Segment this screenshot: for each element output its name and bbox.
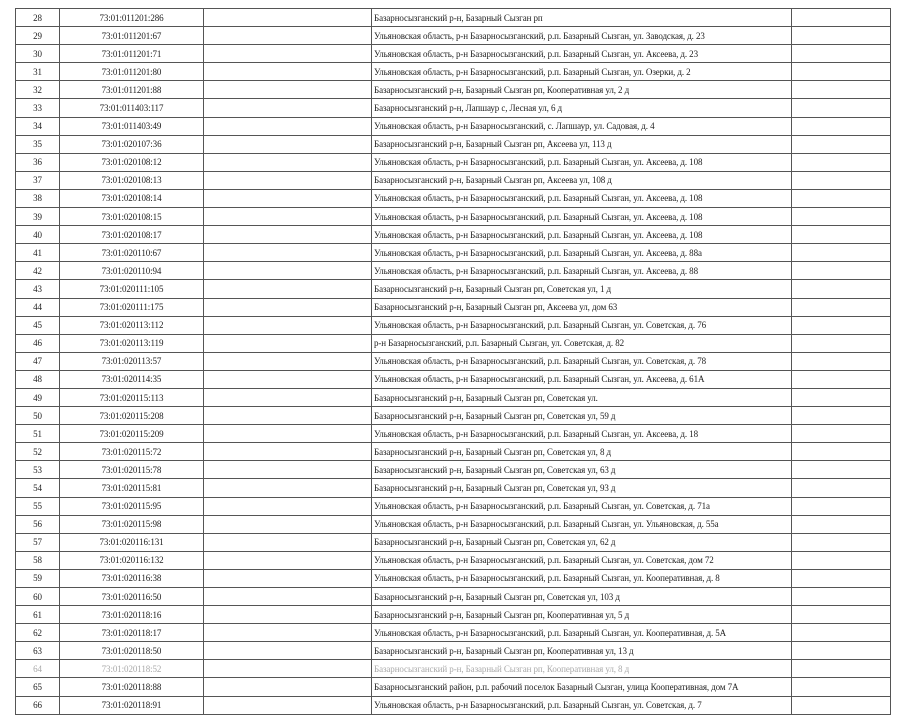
- empty-cell: [792, 696, 891, 714]
- address: Базарносызганский р-н, Базарный Сызган рп, Советская ул.: [372, 388, 792, 406]
- cadastral-number: 73:01:011403:117: [60, 99, 204, 117]
- table-row: [16, 533, 891, 551]
- row-number: 51: [16, 425, 60, 443]
- row-number: 32: [16, 81, 60, 99]
- table-row: [16, 334, 891, 352]
- table-row: [16, 280, 891, 298]
- cadastral-number: 73:01:020114:35: [60, 370, 204, 388]
- row-number: 50: [16, 407, 60, 425]
- row-number: 46: [16, 334, 60, 352]
- empty-cell: [204, 262, 372, 280]
- empty-cell: [204, 696, 372, 714]
- address: Ульяновская область, р-н Базарносызганский, с. Лапшаур, ул. Садовая, д. 4: [372, 117, 792, 135]
- table-row: [16, 407, 891, 425]
- empty-cell: [792, 479, 891, 497]
- empty-cell: [792, 316, 891, 334]
- cadastral-number: 73:01:020116:50: [60, 588, 204, 606]
- row-number: 36: [16, 153, 60, 171]
- table-row: [16, 208, 891, 226]
- row-number: 66: [16, 696, 60, 714]
- empty-cell: [204, 334, 372, 352]
- address: Базарносызганский р-н, Базарный Сызган рп, Советская ул, 63 д: [372, 461, 792, 479]
- empty-cell: [792, 660, 891, 678]
- empty-cell: [204, 135, 372, 153]
- row-number: 29: [16, 27, 60, 45]
- empty-cell: [792, 189, 891, 207]
- address: Базарносызганский р-н, Базарный Сызган рп, Аксеева ул, дом 63: [372, 298, 792, 316]
- empty-cell: [204, 226, 372, 244]
- empty-cell: [792, 497, 891, 515]
- empty-cell: [792, 45, 891, 63]
- empty-cell: [792, 63, 891, 81]
- address: Ульяновская область, р-н Базарносызганский, р.п. Базарный Сызган, ул. Аксеева, д. 108: [372, 153, 792, 171]
- address: Базарносызганский р-н, Базарный Сызган рп: [372, 9, 792, 27]
- empty-cell: [792, 551, 891, 569]
- empty-cell: [204, 678, 372, 696]
- row-number: 31: [16, 63, 60, 81]
- empty-cell: [204, 280, 372, 298]
- cadastral-number: 73:01:020108:13: [60, 171, 204, 189]
- empty-cell: [204, 588, 372, 606]
- empty-cell: [792, 642, 891, 660]
- property-table: [15, 8, 891, 715]
- cadastral-number: 73:01:020111:105: [60, 280, 204, 298]
- empty-cell: [204, 81, 372, 99]
- cadastral-number: 73:01:020116:38: [60, 569, 204, 587]
- cadastral-number: 73:01:020116:131: [60, 533, 204, 551]
- empty-cell: [792, 569, 891, 587]
- empty-cell: [204, 45, 372, 63]
- empty-cell: [204, 370, 372, 388]
- address: Базарносызганский р-н, Базарный Сызган рп, Советская ул, 1 д: [372, 280, 792, 298]
- empty-cell: [204, 443, 372, 461]
- table-row: [16, 515, 891, 533]
- cadastral-number: 73:01:020118:17: [60, 624, 204, 642]
- address: Ульяновская область, р-н Базарносызганский, р.п. Базарный Сызган, ул. Советская, д. 78: [372, 352, 792, 370]
- address: Ульяновская область, р-н Базарносызганский, р.п. Базарный Сызган, ул. Советская, д. 7: [372, 696, 792, 714]
- address: Базарносызганский р-н, Лапшаур с, Лесная ул, 6 д: [372, 99, 792, 117]
- address: Ульяновская область, р-н Базарносызганский, р.п. Базарный Сызган, ул. Аксеева, д. 108: [372, 226, 792, 244]
- row-number: 55: [16, 497, 60, 515]
- cadastral-number: 73:01:011201:88: [60, 81, 204, 99]
- empty-cell: [792, 515, 891, 533]
- table-row: [16, 606, 891, 624]
- cadastral-number: 73:01:011201:286: [60, 9, 204, 27]
- cadastral-number: 73:01:020113:119: [60, 334, 204, 352]
- table-row: [16, 443, 891, 461]
- row-number: 58: [16, 551, 60, 569]
- empty-cell: [792, 153, 891, 171]
- cadastral-number: 73:01:020118:52: [60, 660, 204, 678]
- row-number: 63: [16, 642, 60, 660]
- address: Базарносызганский р-н, Базарный Сызган рп, Советская ул, 62 д: [372, 533, 792, 551]
- cadastral-number: 73:01:020118:91: [60, 696, 204, 714]
- address: Ульяновская область, р-н Базарносызганский, р.п. Базарный Сызган, ул. Советская, дом 72: [372, 551, 792, 569]
- table-row: [16, 370, 891, 388]
- address: Ульяновская область, р-н Базарносызганский, р.п. Базарный Сызган, ул. Советская, д. 71а: [372, 497, 792, 515]
- empty-cell: [792, 99, 891, 117]
- empty-cell: [792, 226, 891, 244]
- address: Базарносызганский р-н, Базарный Сызган рп, Советская ул, 93 д: [372, 479, 792, 497]
- empty-cell: [792, 407, 891, 425]
- row-number: 61: [16, 606, 60, 624]
- row-number: 37: [16, 171, 60, 189]
- address: Базарносызганский р-н, Базарный Сызган рп, Кооперативная ул, 5 д: [372, 606, 792, 624]
- empty-cell: [792, 588, 891, 606]
- table-row: [16, 45, 891, 63]
- cadastral-number: 73:01:020113:57: [60, 352, 204, 370]
- empty-cell: [204, 479, 372, 497]
- cadastral-number: 73:01:020108:17: [60, 226, 204, 244]
- cadastral-number: 73:01:020107:36: [60, 135, 204, 153]
- empty-cell: [204, 624, 372, 642]
- address: Базарносызганский р-н, Базарный Сызган рп, Советская ул, 59 д: [372, 407, 792, 425]
- row-number: 30: [16, 45, 60, 63]
- empty-cell: [792, 443, 891, 461]
- empty-cell: [204, 551, 372, 569]
- cadastral-number: 73:01:020115:81: [60, 479, 204, 497]
- cadastral-number: 73:01:020118:50: [60, 642, 204, 660]
- cadastral-number: 73:01:020115:113: [60, 388, 204, 406]
- row-number: 59: [16, 569, 60, 587]
- table-row: [16, 588, 891, 606]
- row-number: 60: [16, 588, 60, 606]
- table-row: [16, 27, 891, 45]
- empty-cell: [204, 153, 372, 171]
- cadastral-number: 73:01:020118:88: [60, 678, 204, 696]
- empty-cell: [792, 606, 891, 624]
- empty-cell: [792, 9, 891, 27]
- table-row: [16, 262, 891, 280]
- cadastral-number: 73:01:020115:98: [60, 515, 204, 533]
- empty-cell: [204, 27, 372, 45]
- empty-cell: [792, 388, 891, 406]
- empty-cell: [792, 208, 891, 226]
- empty-cell: [792, 370, 891, 388]
- empty-cell: [204, 244, 372, 262]
- cadastral-number: 73:01:020115:95: [60, 497, 204, 515]
- table-row: [16, 117, 891, 135]
- address: Ульяновская область, р-н Базарносызганский, р.п. Базарный Сызган, ул. Аксеева, д. 108: [372, 208, 792, 226]
- table-row: [16, 569, 891, 587]
- document-page: [15, 8, 890, 715]
- empty-cell: [204, 425, 372, 443]
- empty-cell: [204, 569, 372, 587]
- cadastral-number: 73:01:011201:67: [60, 27, 204, 45]
- table-row: [16, 81, 891, 99]
- empty-cell: [792, 280, 891, 298]
- cadastral-number: 73:01:020108:15: [60, 208, 204, 226]
- row-number: 43: [16, 280, 60, 298]
- row-number: 42: [16, 262, 60, 280]
- empty-cell: [792, 262, 891, 280]
- address: Базарносызганский р-н, Базарный Сызган рп, Аксеева ул, 108 д: [372, 171, 792, 189]
- cadastral-number: 73:01:020115:209: [60, 425, 204, 443]
- empty-cell: [204, 316, 372, 334]
- address: Ульяновская область, р-н Базарносызганский, р.п. Базарный Сызган, ул. Советская, д. 76: [372, 316, 792, 334]
- empty-cell: [792, 171, 891, 189]
- address: Ульяновская область, р-н Базарносызганский, р.п. Базарный Сызган, ул. Аксеева, д. 61А: [372, 370, 792, 388]
- table-row: [16, 171, 891, 189]
- table-row: [16, 244, 891, 262]
- table-row: [16, 660, 891, 678]
- table-row: [16, 551, 891, 569]
- empty-cell: [792, 678, 891, 696]
- cadastral-number: 73:01:020115:72: [60, 443, 204, 461]
- table-row: [16, 425, 891, 443]
- empty-cell: [204, 642, 372, 660]
- cadastral-number: 73:01:020110:67: [60, 244, 204, 262]
- empty-cell: [204, 117, 372, 135]
- row-number: 47: [16, 352, 60, 370]
- empty-cell: [204, 9, 372, 27]
- table-row: [16, 388, 891, 406]
- address: Базарносызганский р-н, Базарный Сызган рп, Кооперативная ул, 8 д: [372, 660, 792, 678]
- row-number: 54: [16, 479, 60, 497]
- empty-cell: [204, 388, 372, 406]
- cadastral-number: 73:01:020115:78: [60, 461, 204, 479]
- empty-cell: [204, 533, 372, 551]
- empty-cell: [792, 461, 891, 479]
- row-number: 33: [16, 99, 60, 117]
- table-row: [16, 153, 891, 171]
- table-row: [16, 678, 891, 696]
- address: р-н Базарносызганский, р.п. Базарный Сызган, ул. Советская, д. 82: [372, 334, 792, 352]
- table-row: [16, 497, 891, 515]
- row-number: 52: [16, 443, 60, 461]
- table-row: [16, 135, 891, 153]
- address: Ульяновская область, р-н Базарносызганский, р.п. Базарный Сызган, ул. Аксеева, д. 23: [372, 45, 792, 63]
- empty-cell: [792, 135, 891, 153]
- empty-cell: [204, 99, 372, 117]
- address: Базарносызганский р-н, Базарный Сызган рп, Аксеева ул, 113 д: [372, 135, 792, 153]
- empty-cell: [792, 298, 891, 316]
- address: Базарносызганский р-н, Базарный Сызган рп, Советская ул, 8 д: [372, 443, 792, 461]
- address: Ульяновская область, р-н Базарносызганский, р.п. Базарный Сызган, ул. Аксеева, д. 88а: [372, 244, 792, 262]
- address: Ульяновская область, р-н Базарносызганский, р.п. Базарный Сызган, ул. Кооперативная, д. 5А: [372, 624, 792, 642]
- cadastral-number: 73:01:020111:175: [60, 298, 204, 316]
- row-number: 35: [16, 135, 60, 153]
- table-row: [16, 9, 891, 27]
- row-number: 64: [16, 660, 60, 678]
- address: Базарносызганский район, р.п. рабочий поселок Базарный Сызган, улица Кооперативная, дом 7А: [372, 678, 792, 696]
- cadastral-number: 73:01:020113:112: [60, 316, 204, 334]
- empty-cell: [204, 189, 372, 207]
- empty-cell: [792, 334, 891, 352]
- table-row: [16, 352, 891, 370]
- cadastral-number: 73:01:020108:14: [60, 189, 204, 207]
- table-body: [16, 9, 891, 715]
- address: Базарносызганский р-н, Базарный Сызган рп, Кооперативная ул, 13 д: [372, 642, 792, 660]
- row-number: 40: [16, 226, 60, 244]
- cadastral-number: 73:01:011201:71: [60, 45, 204, 63]
- cadastral-number: 73:01:011403:49: [60, 117, 204, 135]
- table-row: [16, 63, 891, 81]
- table-row: [16, 189, 891, 207]
- empty-cell: [204, 606, 372, 624]
- address: Ульяновская область, р-н Базарносызганский, р.п. Базарный Сызган, ул. Аксеева, д. 108: [372, 189, 792, 207]
- cadastral-number: 73:01:020115:208: [60, 407, 204, 425]
- row-number: 62: [16, 624, 60, 642]
- empty-cell: [204, 208, 372, 226]
- empty-cell: [792, 624, 891, 642]
- empty-cell: [204, 660, 372, 678]
- address: Базарносызганский р-н, Базарный Сызган рп, Советская ул, 103 д: [372, 588, 792, 606]
- cadastral-number: 73:01:020110:94: [60, 262, 204, 280]
- empty-cell: [204, 461, 372, 479]
- address: Ульяновская область, р-н Базарносызганский, р.п. Базарный Сызган, ул. Заводская, д. 23: [372, 27, 792, 45]
- address: Ульяновская область, р-н Базарносызганский, р.п. Базарный Сызган, ул. Аксеева, д. 18: [372, 425, 792, 443]
- row-number: 39: [16, 208, 60, 226]
- row-number: 45: [16, 316, 60, 334]
- address: Ульяновская область, р-н Базарносызганский, р.п. Базарный Сызган, ул. Озерки, д. 2: [372, 63, 792, 81]
- table-row: [16, 642, 891, 660]
- row-number: 56: [16, 515, 60, 533]
- address: Ульяновская область, р-н Базарносызганский, р.п. Базарный Сызган, ул. Аксеева, д. 88: [372, 262, 792, 280]
- empty-cell: [792, 27, 891, 45]
- address: Ульяновская область, р-н Базарносызганский, р.п. Базарный Сызган, ул. Ульяновская, д. 55а: [372, 515, 792, 533]
- empty-cell: [792, 352, 891, 370]
- cadastral-number: 73:01:020116:132: [60, 551, 204, 569]
- row-number: 48: [16, 370, 60, 388]
- row-number: 53: [16, 461, 60, 479]
- empty-cell: [792, 81, 891, 99]
- empty-cell: [792, 117, 891, 135]
- empty-cell: [204, 515, 372, 533]
- row-number: 57: [16, 533, 60, 551]
- empty-cell: [204, 298, 372, 316]
- table-row: [16, 696, 891, 714]
- empty-cell: [792, 425, 891, 443]
- row-number: 44: [16, 298, 60, 316]
- table-row: [16, 226, 891, 244]
- row-number: 28: [16, 9, 60, 27]
- row-number: 49: [16, 388, 60, 406]
- address: Ульяновская область, р-н Базарносызганский, р.п. Базарный Сызган, ул. Кооперативная, д. 8: [372, 569, 792, 587]
- empty-cell: [792, 244, 891, 262]
- empty-cell: [204, 352, 372, 370]
- table-row: [16, 461, 891, 479]
- cadastral-number: 73:01:020108:12: [60, 153, 204, 171]
- empty-cell: [204, 63, 372, 81]
- cadastral-number: 73:01:011201:80: [60, 63, 204, 81]
- row-number: 41: [16, 244, 60, 262]
- table-row: [16, 298, 891, 316]
- cadastral-number: 73:01:020118:16: [60, 606, 204, 624]
- row-number: 34: [16, 117, 60, 135]
- empty-cell: [792, 533, 891, 551]
- table-row: [16, 624, 891, 642]
- table-row: [16, 99, 891, 117]
- table-row: [16, 479, 891, 497]
- empty-cell: [204, 497, 372, 515]
- address: Базарносызганский р-н, Базарный Сызган рп, Кооперативная ул, 2 д: [372, 81, 792, 99]
- table-row: [16, 316, 891, 334]
- empty-cell: [204, 407, 372, 425]
- row-number: 65: [16, 678, 60, 696]
- row-number: 38: [16, 189, 60, 207]
- empty-cell: [204, 171, 372, 189]
